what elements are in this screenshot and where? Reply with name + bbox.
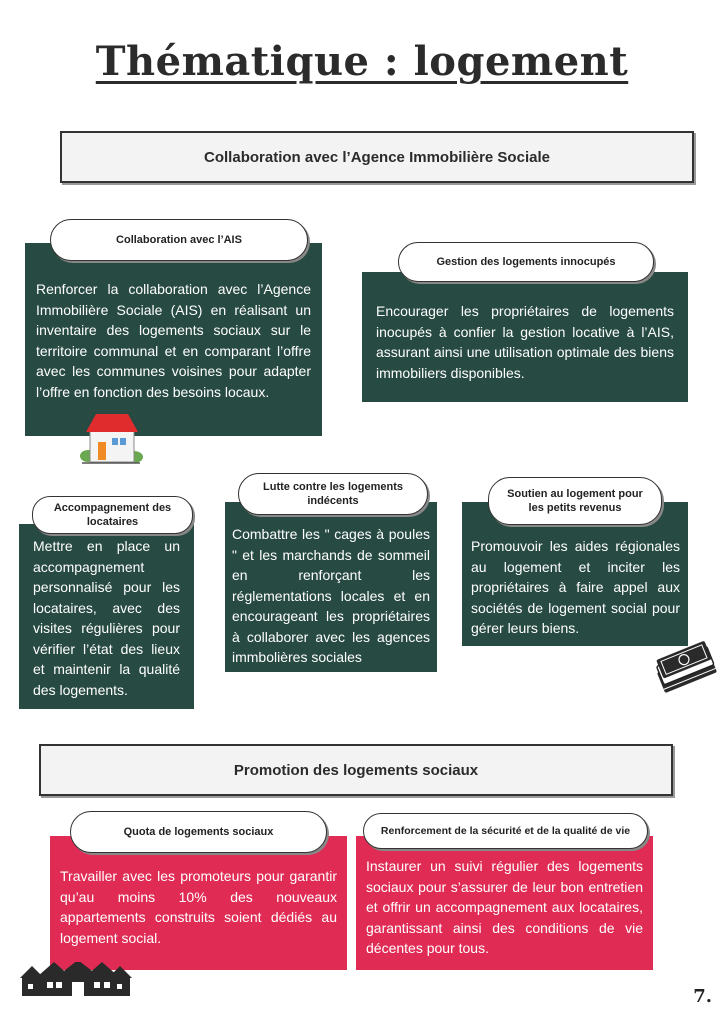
page-title: Thématique : logement [95,38,629,85]
card-quota-logements [50,836,347,970]
section-header-ais [60,131,694,183]
card-heading-quota-logements: Quota de logements sociaux [70,811,327,853]
card-text: Instaurer un suivi régulier des logements sociaux pour s’assurer de leur bon entretien et offrir un accompagnement aux locataires, garantissant ainsi des conditions de vie décentes pour tous. [366,858,643,956]
section-header-promotion [39,744,673,796]
card-text: Promouvoir les aides régionales au logement et inciter les propriétaires à faire appel aux sociétés de logement social pour gérer leurs biens. [471,538,680,636]
card-accompagnement [19,524,194,709]
card-text: Encourager les propriétaires de logements inocupés à confier la gestion locative à l’AIS, assurant ainsi une utilisation optimale des biens immobiliers disponibles. [376,303,674,381]
card-heading-lutte-logements: Lutte contre les logements indécents [238,473,428,515]
card-lutte-logements [225,502,437,672]
card-gestion-logements [362,272,688,402]
card-text: Travailler avec les promoteurs pour garantir qu’au moins 10% des nouveaux appartements construits soient dédiés au logement social. [60,868,337,946]
card-heading-accompagnement: Accompagnement des locataires [32,496,193,534]
money-stack-icon [648,632,720,698]
section-title: Collaboration avec l’Agence Immobilière Sociale [204,148,550,166]
card-text: Combattre les " cages à poules " et les marchands de sommeil en renforçant les réglementations locales et en encourageant les propriétaires à collaborer avec les agences immbolières sociales [232,526,430,665]
card-collaboration-ais [25,243,322,436]
page-number: 7. [693,986,712,1007]
houses-row-icon [20,962,132,998]
card-heading-soutien-logement: Soutien au logement pour les petits revenus [488,477,662,525]
card-heading-gestion-logements: Gestion des logements innocupés [398,242,654,282]
card-text: Mettre en place un accompagnement personnalisé pour les locataires, avec des visites régulières pour vérifier l’état des lieux et maintenir la qualité des logements. [33,538,180,698]
card-text: Renforcer la collaboration avec l’Agence Immobilière Sociale (AIS) en réalisant un inventaire des logements sociaux sur le territoire communal et en comparant l’offre avec les communes voisines pour adapter l’offre en fonction des besoins locaux. [36,281,311,400]
card-heading-renforcement-securite: Renforcement de la sécurité et de la qualité de vie [363,813,648,849]
house-icon [76,410,146,466]
card-heading-collaboration-ais: Collaboration avec l’AIS [50,219,308,261]
section-title: Promotion des logements sociaux [233,761,479,779]
card-renforcement-securite [356,836,653,970]
